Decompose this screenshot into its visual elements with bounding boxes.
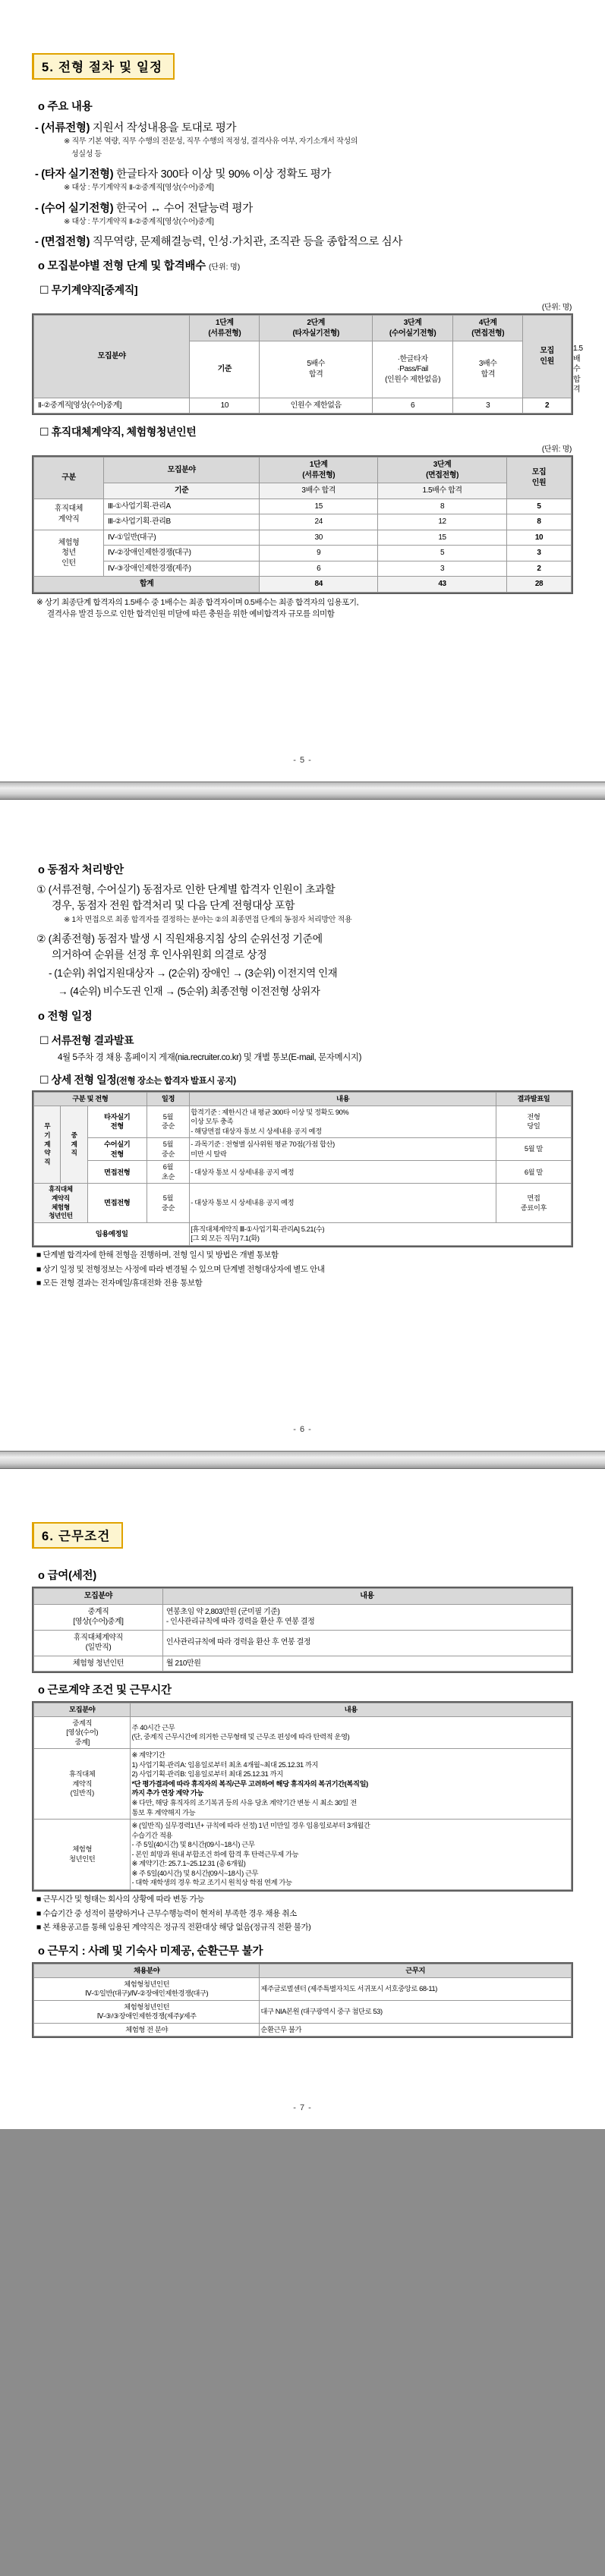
contract-table <box>33 1703 572 1890</box>
td-content: 합격기준 : 제한시간 내 평균 300타 이상 및 정확도 90% 이상 모두 충족 - 해당면접 대상자 통보 시 상세내용 공지 예정 <box>190 1106 496 1138</box>
th-stage2-l2: (타자실기전형) <box>292 329 339 338</box>
td-v3: 6 <box>373 398 453 414</box>
td-criteria-2: ·한글타자 ·Pass/Fail (인원수 제한없음) <box>373 341 453 398</box>
note-taja: ※ 대상 : 무기계약직 Ⅱ-②중계직[영상(수어)중계] <box>64 184 214 192</box>
bullet-suo <box>35 200 573 215</box>
th-field-pay: 모집분야 <box>34 1589 163 1605</box>
td-v2: 8 <box>378 499 507 514</box>
td-stage: 면접전형 <box>87 1161 147 1184</box>
bullet-suo-label: - (수어 실기전형) <box>35 202 114 215</box>
tie-priority-line1: - (1순위) 취업지원대상자 → (2순위) 장애인 → (3순위) 이전지역 인재 <box>49 967 338 979</box>
table-row <box>34 1106 572 1138</box>
table6-wrapper <box>32 1962 573 2038</box>
table1-caption: ☐ 무기계약직[중계직] <box>39 284 138 296</box>
table-row <box>34 499 572 514</box>
stage-heading <box>38 257 573 273</box>
td-field: 체험형청년인턴 Ⅳ-①일반(대구)/Ⅳ-②장애인제한경쟁(대구) <box>34 1977 260 2000</box>
tie-item-2 <box>36 931 573 963</box>
td-sum-total: 28 <box>507 577 572 593</box>
tie-item-1-num: ① <box>36 883 46 895</box>
td-v1: 30 <box>260 530 378 546</box>
schedule-heading: o 전형 일정 <box>38 1011 93 1023</box>
td-field: Ⅲ-①사업기획·관리A <box>104 499 260 514</box>
th-stage1 <box>190 316 260 341</box>
result-announce-head: ☐ 서류전형 결과발표 <box>39 1034 134 1046</box>
table-row <box>34 514 572 530</box>
th-stage4-l1: 4단계 <box>478 319 497 327</box>
td-total: 10 <box>507 530 572 546</box>
td-field: 중계직 [영상(수어) 중계] <box>34 1716 131 1749</box>
td-v1: 10 <box>190 398 260 414</box>
table-row <box>34 1604 572 1630</box>
table2-sum-row <box>34 577 572 593</box>
th-stage3 <box>373 316 453 341</box>
workplace-table <box>33 1964 572 2037</box>
th-stage1-l2: (서류전형) <box>208 329 241 338</box>
td-total: 2 <box>507 561 572 577</box>
th-field-place: 채용분야 <box>34 1964 260 1978</box>
th-total2-l2: 인원 <box>531 478 547 487</box>
table2-header-row <box>34 458 572 483</box>
table6-header-row <box>34 1964 572 1978</box>
td-stage: 타자실기 전형 <box>87 1106 147 1138</box>
td-total: 8 <box>507 514 572 530</box>
page-separator-1 <box>0 782 605 800</box>
main-heading: o 주요 내용 <box>38 101 93 113</box>
table-row <box>34 1222 572 1245</box>
table2-wrapper <box>32 455 573 594</box>
td-field: 휴직대체계약직 (일반직) <box>34 1630 163 1656</box>
td-field: Ⅲ-②사업기획·관리B <box>104 514 260 530</box>
table-row <box>34 1820 572 1890</box>
th-field2: 모집분야 <box>104 458 260 483</box>
stage-table-contract <box>33 457 572 593</box>
td-content: 월 210만원 <box>162 1656 571 1672</box>
td-subgroup-junggye: 중 계 직 <box>61 1106 87 1184</box>
table-row <box>34 1138 572 1161</box>
th-field: 모집분야 <box>34 316 190 398</box>
td-date: 5월 중순 <box>147 1184 190 1222</box>
table3-wrapper <box>32 1090 573 1247</box>
table4-header-row <box>34 1589 572 1605</box>
detail-schedule-head-text: 상세 전형 일정 <box>51 1074 117 1086</box>
section-title-5: 5. 전형 절차 및 일정 <box>32 53 175 80</box>
bullet-taja-label: - (타자 실기전형) <box>35 168 114 181</box>
detail-schedule-head-sub: (전형 장소는 합격자 발표시 공지) <box>116 1077 236 1086</box>
th-stage4-l2: (면접전형) <box>471 329 505 338</box>
page-number-7: - 7 - <box>293 2103 312 2113</box>
td-result: 면접 종료이후 <box>496 1184 571 1222</box>
table2-caption-text: 휴직대체계약직, 체험형청년인턴 <box>51 426 197 438</box>
table1-unit: (단위: 명) <box>541 304 572 312</box>
td-criteria-label: 기준 <box>190 341 260 398</box>
td-total: 5 <box>507 499 572 514</box>
footnote-line2: 결격사유 발견 등으로 인한 합격인원 미달에 따른 충원을 위한 예비합격자 규모를 의미함 <box>47 609 335 619</box>
page-separator-2 <box>0 1451 605 1469</box>
td-stage: 수어실기 전형 <box>87 1138 147 1161</box>
table1-header-row <box>34 316 572 341</box>
table-row <box>34 1656 572 1672</box>
td-v2: 15 <box>378 530 507 546</box>
td-date: 6월 초순 <box>147 1161 190 1184</box>
bullet-myeonjeop-label: - (면접전형) <box>35 236 90 248</box>
th-content-pay: 내용 <box>162 1589 571 1605</box>
table-row <box>34 1716 572 1749</box>
contract-bullet-1: ■ 근무시간 및 형태는 회사의 상황에 따라 변동 가능 <box>36 1894 204 1904</box>
tie-item-2-l1: (최종전형) 동점자 발생 시 직원채용지침 상의 순위선정 기준에 <box>46 932 323 945</box>
td-v2: 5 <box>378 546 507 561</box>
section-title-6: 6. 근무조건 <box>32 1522 123 1549</box>
td-result: 5월 말 <box>496 1138 571 1161</box>
td-result: 6월 말 <box>496 1161 571 1184</box>
tie-item-1-note: ※ 1차 면접으로 최종 합격자를 결정하는 분야는 ②의 최종면접 단계의 동점자 처리방안 적용 <box>64 916 352 924</box>
bullet-taja-text: 한글타자 300타 이상 및 90% 이상 정확도 평가 <box>113 168 332 181</box>
td-v2: 인원수 제한없음 <box>260 398 373 414</box>
table5-header-row <box>34 1703 572 1717</box>
bullet-seoryu <box>35 119 573 135</box>
td-stage: 면접전형 <box>87 1184 147 1222</box>
td-field: 체험형청년인턴 Ⅳ-③/③장애인제한경쟁(제주)/제주 <box>34 2000 260 2023</box>
pay-table <box>33 1588 572 1672</box>
bullet-suo-text: 한국어 ↔ 수어 전달능력 평가 <box>113 202 253 215</box>
td-group-hyujik: 휴직대체 계약직 <box>34 499 104 530</box>
bullet-seoryu-label: - (서류전형) <box>35 122 90 134</box>
th-gubun: 구분 <box>34 458 104 499</box>
table-row <box>34 2000 572 2023</box>
td-content: - 대상자 통보 시 상세내용 공지 예정 <box>190 1161 496 1184</box>
td-field: 휴직대체 계약직 (일반직) <box>34 1749 131 1820</box>
th-gubun-jeonhyeong: 구분 및 전형 <box>34 1093 147 1106</box>
th-result-date: 결과발표일 <box>496 1093 571 1106</box>
table3-header-row <box>34 1093 572 1106</box>
schedule-bullet-2: ■ 상기 일정 및 전형정보는 사정에 따라 변경될 수 있으며 단계별 전형대상자에 별도 안내 <box>36 1264 325 1274</box>
td-content: 인사관리규칙에 따라 경력을 환산 후 연봉 결정 <box>162 1630 571 1656</box>
schedule-bullet-3: ■ 모든 전형 결과는 전자메일/휴대전화 전용 통보함 <box>36 1279 203 1288</box>
page-5 <box>0 0 605 782</box>
td-field: 중계직 [영상(수어)중계] <box>34 1604 163 1630</box>
table-row <box>34 546 572 561</box>
note-seoryu-2: 성실성 등 <box>71 149 102 159</box>
td-v2: 12 <box>378 514 507 530</box>
place-heading: o 근무지 : 사례 및 기숙사 미제공, 순환근무 불가 <box>38 1945 263 1958</box>
table2-caption: ☐ 휴직대체계약직, 체험형청년인턴 <box>39 426 197 438</box>
td-place: 제주글로벌센터 (제주특별자치도 서귀포시 서호중앙로 68-11) <box>260 1977 572 2000</box>
stage-table-permanent <box>33 315 583 414</box>
table-row <box>34 1184 572 1222</box>
result-announce-head-text: 서류전형 결과발표 <box>51 1034 134 1046</box>
contract-heading: o 근로계약 조건 및 근무시간 <box>38 1684 172 1697</box>
td-field: Ⅳ-①일반(대구) <box>104 530 260 546</box>
td-total: 2 <box>523 398 572 414</box>
td-field: Ⅱ-②중계직[영상(수어)중계] <box>34 398 190 414</box>
table-row <box>34 1749 572 1820</box>
td-sum-v2: 43 <box>378 577 507 593</box>
tie-item-1 <box>36 882 573 914</box>
bullet-myeonjeop-text: 직무역량, 문제해결능력, 인성·가치관, 조직관 등을 종합적으로 심사 <box>90 236 403 248</box>
tie-item-2-num: ② <box>36 932 46 945</box>
td-date: 5월 중순 <box>147 1106 190 1138</box>
td-group-hyujik-intern: 휴직대체 계약직 체험형 청년인턴 <box>34 1184 88 1222</box>
td-field: Ⅳ-②장애인제한경쟁(대구) <box>104 546 260 561</box>
td-group-mugi: 무 기 계 약 직 <box>34 1106 61 1184</box>
td-v1: 9 <box>260 546 378 561</box>
th-total2-l1: 모집 <box>531 468 547 477</box>
table5-wrapper <box>32 1701 573 1892</box>
td-sum-label: 합계 <box>34 577 260 593</box>
stage-heading-text: o 모집분야별 전형 단계 및 합격배수 <box>38 260 206 272</box>
table-row <box>34 2023 572 2037</box>
bullet-myeonjeop <box>35 233 573 249</box>
td-sum-v1: 84 <box>260 577 378 593</box>
pay-heading: o 급여(세전) <box>38 1570 96 1583</box>
tie-priority-line2: → (4순위) 비수도권 인재 → (5순위) 최종전형 이전전형 상위자 <box>58 985 320 997</box>
stage-heading-unit: (단위: 명) <box>208 263 241 272</box>
td-criteria2-1: 3배수 합격 <box>260 483 378 499</box>
td-content: ※ (일반직) 실무경력1년+ 규칙에 따라 선정) 1년 미만일 경우 임용일로부터 3개월간 수습기간 적용 - 주 5일(40시간) 및 8시간(09시~18시) 근무 - 본인 희망과 원내 부합조건 하에 합격 후 탄력근무제 가능 ※ 계약기간: 25.7.1~25.12.31 (총 6개월) ※ 주 5일(40시간) 및 8시간(09시~18시) 근무 - 대학 재학생의 경우 학교 조기시 원칙상 학점 연계 가능 <box>131 1820 572 1890</box>
table-row <box>34 1161 572 1184</box>
page-6 <box>0 800 605 1451</box>
td-appointment-label: 임용예정일 <box>34 1222 190 1245</box>
result-announce-text: 4월 5주차 경 채용 홈페이지 게재(nia.recruiter.co.kr) 및 개별 통보(E-mail, 문자메시지) <box>58 1053 362 1062</box>
page-number-6: - 6 - <box>293 1425 312 1435</box>
tie-item-2-l2: 의거하여 순위를 선정 후 인사위원회 의결로 상정 <box>52 948 267 961</box>
tie-item-1-l1: (서류전형, 수어실기) 동점자로 인한 단계별 합격자 인원이 초과할 <box>46 883 336 895</box>
th-stage2-l1: 2단계 <box>307 319 326 327</box>
th-ilijeong: 일정 <box>147 1093 190 1106</box>
th-stage3b-l2: (면접전형) <box>426 470 458 480</box>
td-criteria-1: 5배수 합격 <box>260 341 373 398</box>
th-total2 <box>507 458 572 499</box>
table-row <box>34 1630 572 1656</box>
note-suo: ※ 대상 : 무기계약직 Ⅱ-②중계직[영상(수어)중계] <box>64 217 214 226</box>
th-stage3-l1: 3단계 <box>403 319 422 327</box>
td-place: 순환근무 불가 <box>260 2023 572 2037</box>
table2-criteria-row <box>34 483 572 499</box>
th-naeyong: 내용 <box>190 1093 496 1106</box>
th-total-l2: 인원 <box>540 357 554 366</box>
contract-bullet-2: ■ 수습기간 중 성적이 불량하거나 근무수행능력이 현저히 부족한 경우 채용 취소 <box>36 1908 297 1918</box>
th-stage1-l1: 1단계 <box>215 319 234 327</box>
td-v1: 15 <box>260 499 378 514</box>
td-group-intern: 체험형 청년 인턴 <box>34 530 104 577</box>
note-seoryu-1: ※ 직무 기본 역량, 직무 수행의 전문성, 직무 수행의 적정성, 결격사유 여부, 자기소개서 작성의 <box>64 137 358 146</box>
page-7 <box>0 1469 605 2129</box>
td-field: 체험형 청년인턴 <box>34 1656 163 1672</box>
detail-schedule-table <box>33 1092 572 1246</box>
th-stage2 <box>260 316 373 341</box>
schedule-bullet-1: ■ 단계별 합격자에 한해 전형을 진행하며, 전형 일시 및 방법은 개별 통보함 <box>36 1250 279 1260</box>
table-row <box>34 1977 572 2000</box>
bullet-seoryu-text: 지원서 작성내용을 토대로 평가 <box>90 122 237 134</box>
td-criteria-3: 3배수 합격 <box>453 341 523 398</box>
table4-wrapper <box>32 1587 573 1673</box>
bullet-taja <box>35 165 573 181</box>
table2-unit: (단위: 명) <box>541 445 572 454</box>
th-stage1b-l2: (서류전형) <box>302 470 336 480</box>
th-stage4 <box>453 316 523 341</box>
th-total <box>523 316 572 398</box>
td-date: 5월 중순 <box>147 1138 190 1161</box>
td-v1: 6 <box>260 561 378 577</box>
td-content: - 과목기준 : 전형별 심사위원 평균 70점(가점 합산) 미만 시 탈락 <box>190 1138 496 1161</box>
th-stage3-l2: (수어실기전형) <box>389 329 436 338</box>
td-criteria2-2: 1.5배수 합격 <box>378 483 507 499</box>
footnote-line1: ※ 상기 최종단계 합격자의 1.5배수 중 1배수는 최종 합격자이며 0.5배수는 최종 합격자의 임용포기, <box>36 597 359 607</box>
tie-item-1-l2: 경우, 동점자 전원 합격처리 및 다음 단계 전형대상 포함 <box>52 899 295 911</box>
td-field: 체험형 청년인턴 <box>34 1820 131 1890</box>
table-row <box>34 561 572 577</box>
td-result: 전형 당일 <box>496 1106 571 1138</box>
td-v1: 24 <box>260 514 378 530</box>
th-stage3b <box>378 458 507 483</box>
th-content-contract: 내용 <box>131 1703 572 1717</box>
th-stage1b <box>260 458 378 483</box>
td-appointment-content: [휴직대체계약직 Ⅲ-①사업기획·관리A] 5.21(수) [그 외 모든 직무] 7.1(화) <box>190 1222 572 1245</box>
td-criteria-label2: 기준 <box>104 483 260 499</box>
td-content: - 대상자 통보 시 상세내용 공지 예정 <box>190 1184 496 1222</box>
td-field: 체험형 전 분야 <box>34 2023 260 2037</box>
td-v4: 3 <box>453 398 523 414</box>
tie-heading: o 동점자 처리방안 <box>38 864 124 876</box>
th-stage1b-l1: 1단계 <box>309 461 328 469</box>
td-place: 대구 NIA본원 (대구광역시 중구 첨단로 53) <box>260 2000 572 2023</box>
td-total: 3 <box>507 546 572 561</box>
page-number-5: - 5 - <box>293 756 312 765</box>
table-row <box>34 530 572 546</box>
table1-caption-text: 무기계약직[중계직] <box>51 284 138 296</box>
th-field-contract: 모집분야 <box>34 1703 131 1717</box>
table1-wrapper <box>32 313 583 415</box>
td-content: 주 40시간 근무 (단, 중계직 근무시간에 의거한 근무형태 및 근무조 편성에 따라 탄력적 운영) <box>131 1716 572 1749</box>
detail-schedule-head: ☐ 상세 전형 일정(전형 장소는 합격자 발표시 공지) <box>39 1074 236 1086</box>
td-v2: 3 <box>378 561 507 577</box>
table-row <box>34 398 572 414</box>
td-content: 연봉초임 약 2,803만원 (군미필 기준) - 인사관리규칙에 따라 경력을 환산 후 연봉 결정 <box>162 1604 571 1630</box>
th-place: 근무지 <box>260 1964 572 1978</box>
th-stage3b-l1: 3단계 <box>433 461 452 469</box>
td-field: Ⅳ-③장애인제한경쟁(제주) <box>104 561 260 577</box>
th-total-l1: 모집 <box>540 347 554 356</box>
contract-bullet-3: ■ 본 채용공고를 통해 임용된 계약직은 정규직 전환대상 해당 없음(정규직 전환 불가) <box>36 1923 311 1933</box>
table2-footnote <box>36 597 573 621</box>
td-content: ※ 계약기간 1) 사업기획·관리A: 임용일로부터 최초 4개월~최대 25.12.31 까지 2) 사업기획·관리B: 임용일로부터 최대 25.12.31 까지 *단 평가결과에 따라 휴직자의 복직/근무 고려하여 해당 휴직자의 복귀기간(복직일) 까지 추가 연장 계약 가능 ※ 다만, 해당 휴직자의 조기복귀 등의 사유 당초 계약기간 변동 시 최소 30일 전 통보 후 계약해지 가능 <box>131 1749 572 1820</box>
